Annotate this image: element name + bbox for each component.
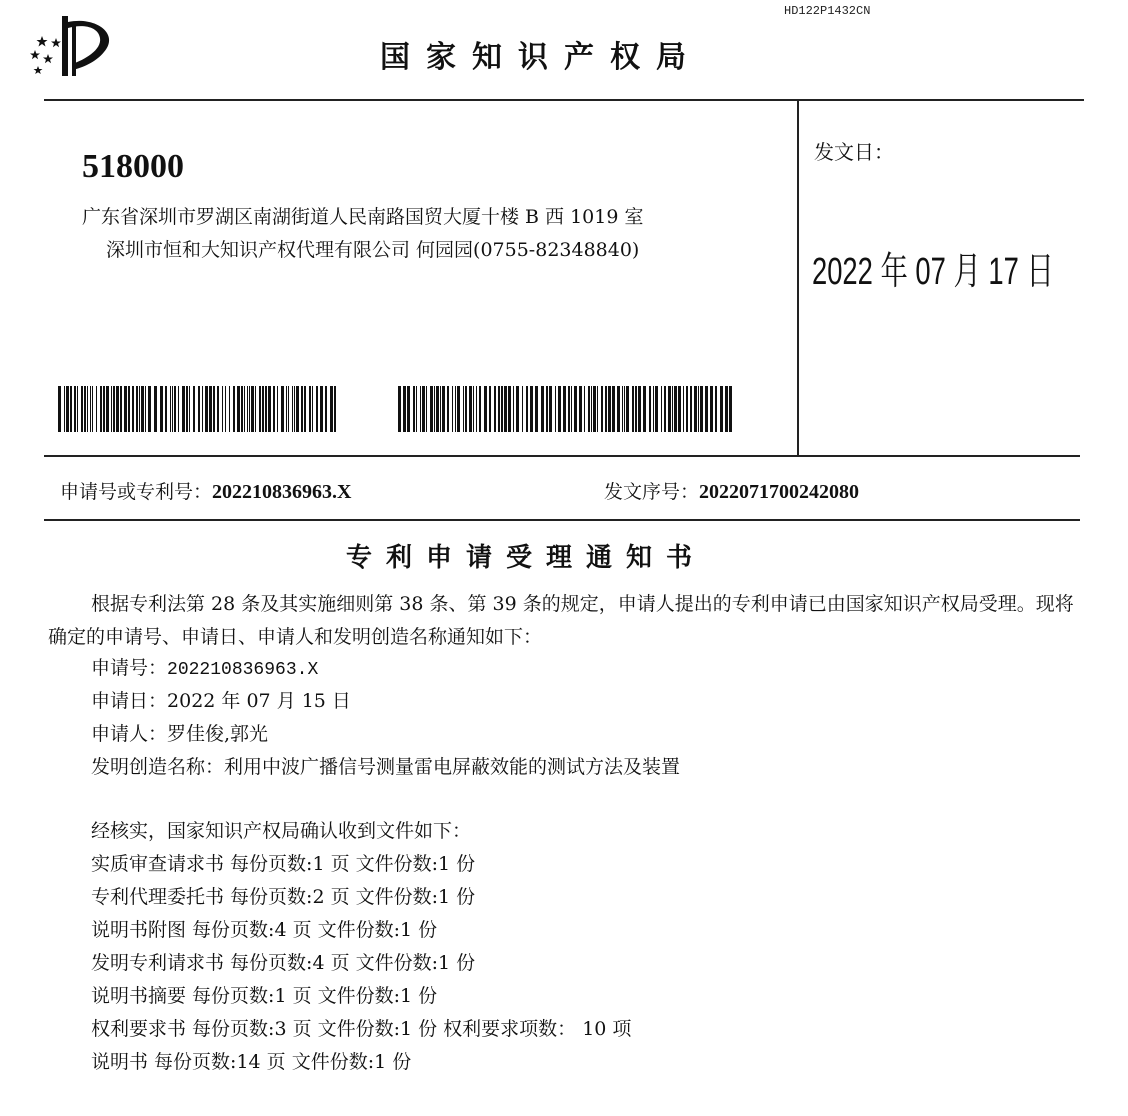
mid-divider xyxy=(44,455,1080,457)
field-invention-title: 发明创造名称：利用中波广播信号测量雷电屏蔽效能的测试方法及装置 xyxy=(91,756,681,778)
barcode-left xyxy=(58,386,338,432)
notice-intro: 根据专利法第 28 条及其实施细则第 38 条、第 39 条的规定，申请人提出的专利申请已由国家知识产权局受理。现将确定的申请号、申请日、申请人和发明创造名称通知如下： xyxy=(48,593,1074,648)
document-item: 专利代理委托书 每份页数:2 页 文件份数:1 份 xyxy=(91,886,476,908)
document-item: 说明书附图 每份页数:4 页 文件份数:1 份 xyxy=(91,919,438,941)
office-title: 国家知识产权局 xyxy=(380,40,702,75)
application-number-value: 202210836963.X xyxy=(212,481,352,503)
cnipa-logo-icon xyxy=(26,8,122,80)
recipient-agency: 深圳市恒和大知识产权代理有限公司 何园园(0755-82348840) xyxy=(106,239,640,261)
application-number-row xyxy=(60,477,351,504)
application-number-label: 申请号或专利号： xyxy=(60,481,213,503)
document-item: 说明书 每份页数:14 页 文件份数:1 份 xyxy=(91,1051,412,1073)
document-item: 说明书摘要 每份页数:1 页 文件份数:1 份 xyxy=(91,985,438,1007)
notice-title: 专利申请受理通知书 xyxy=(346,543,707,573)
received-heading: 经核实，国家知识产权局确认收到文件如下： xyxy=(91,820,472,842)
document-code: HD122P1432CN xyxy=(784,4,871,18)
lower-divider xyxy=(44,519,1080,521)
serial-number-label: 发文序号： xyxy=(604,481,700,503)
top-divider xyxy=(44,99,1084,101)
issue-date: 2022 年 07 月 17 日 xyxy=(812,251,1054,293)
field-application-date: 申请日：2022 年 07 月 15 日 xyxy=(91,690,351,712)
received-documents xyxy=(91,815,631,1079)
issue-date-label: 发文日： xyxy=(814,140,894,164)
postcode: 518000 xyxy=(82,148,184,185)
field-application-number: 申请号：202210836963.X xyxy=(91,657,319,680)
vertical-divider xyxy=(797,100,799,456)
barcode-right xyxy=(398,386,732,432)
field-applicant: 申请人：罗佳俊,郭光 xyxy=(91,723,269,745)
serial-number-row xyxy=(604,477,859,504)
document-item: 发明专利请求书 每份页数:4 页 文件份数:1 份 xyxy=(91,952,476,974)
document-item: 权利要求书 每份页数:3 页 文件份数:1 份 权利要求项数： 10 项 xyxy=(91,1018,632,1040)
recipient-address: 广东省深圳市罗湖区南湖街道人民南路国贸大厦十楼 B 西 1019 室 xyxy=(82,206,644,228)
application-fields xyxy=(91,652,680,784)
serial-number-value: 2022071700242080 xyxy=(699,481,860,503)
document-item: 实质审查请求书 每份页数:1 页 文件份数:1 份 xyxy=(91,853,476,875)
